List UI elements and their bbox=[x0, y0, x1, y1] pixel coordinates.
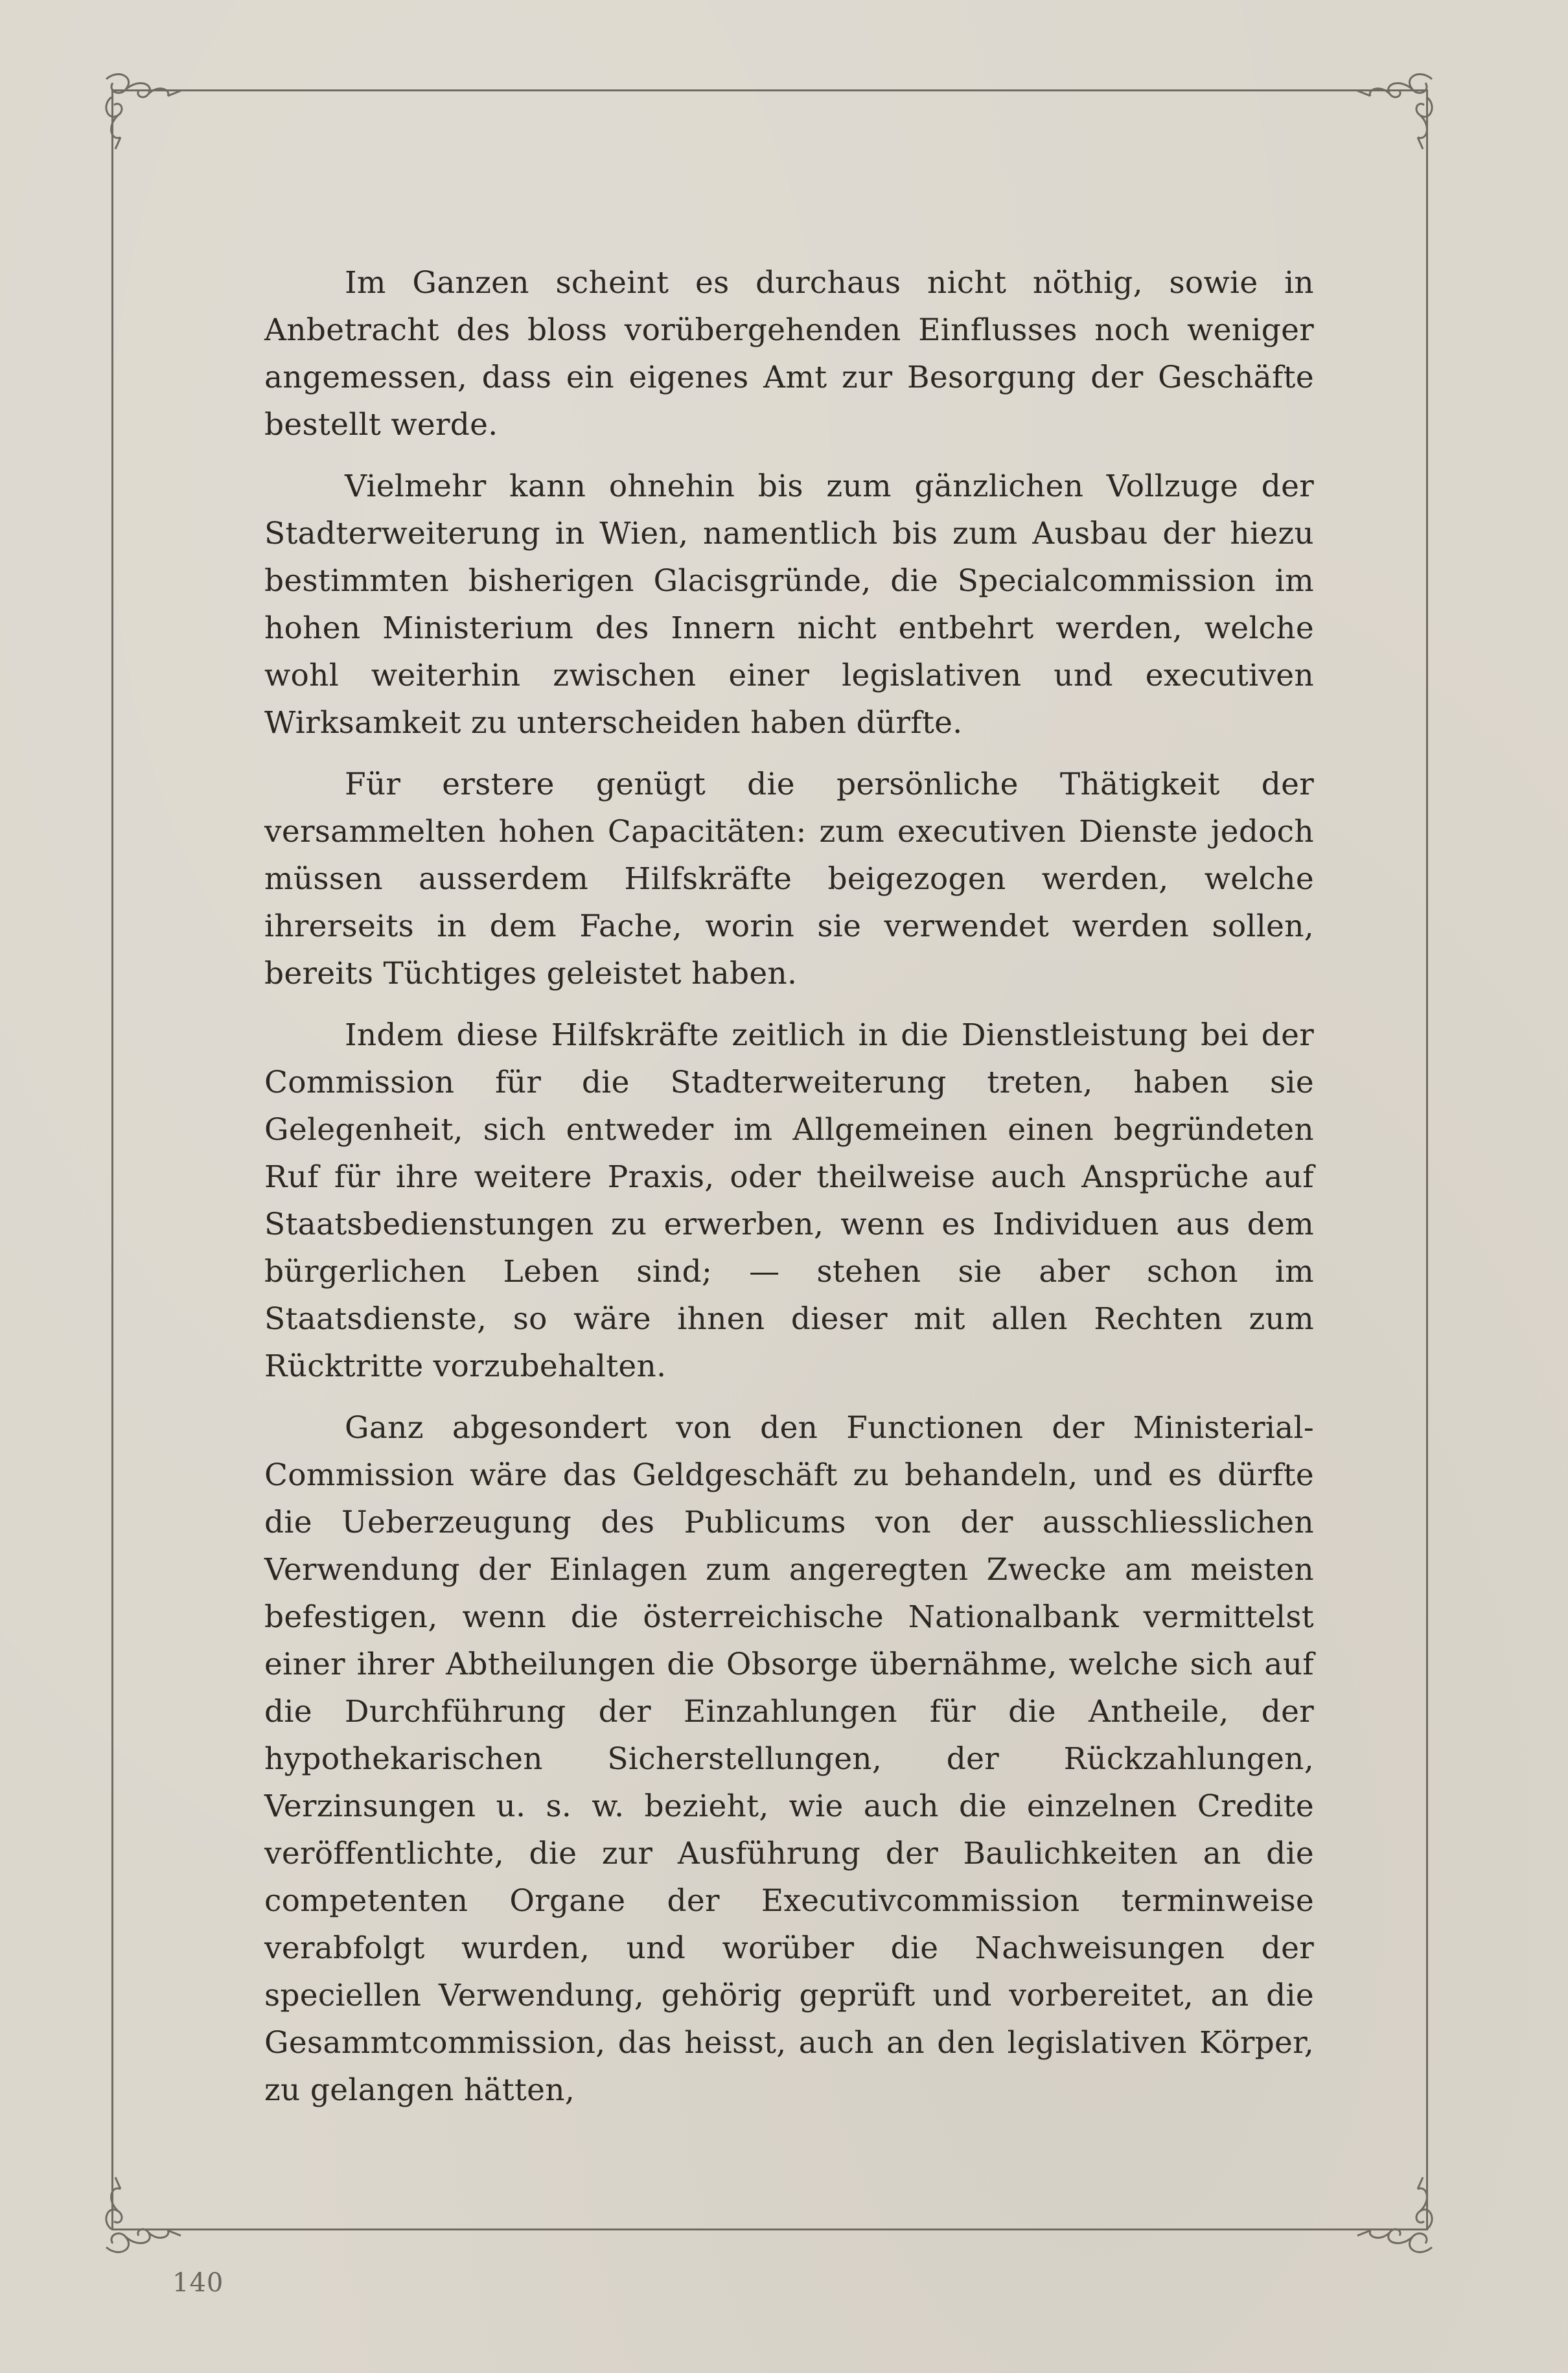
page-number: 140 bbox=[172, 2268, 224, 2298]
corner-ornament-top-left bbox=[93, 65, 216, 188]
corner-ornament-top-right bbox=[1322, 65, 1445, 188]
corner-ornament-bottom-right bbox=[1322, 2138, 1445, 2262]
paragraph: Indem diese Hilfskräfte zeitlich in die Dienstleistung bei der Commission für die Stadterweiterung treten, haben sie Gelegenheit, sich entweder im Allgemeinen einen begründeten Ruf für ihre weitere Praxis, oder theilweise auch Ansprüche auf Staatsbedienstungen zu erwerben, wenn es Individuen aus dem bürgerlichen Leben sind; — stehen sie aber schon im Staatsdienste, so wäre ihnen dieser mit allen Rechten zum Rücktritte vorzubehalten. bbox=[264, 1017, 1314, 1384]
body-text bbox=[264, 259, 1314, 2128]
flourish-icon bbox=[1322, 65, 1445, 188]
corner-ornament-bottom-left bbox=[93, 2138, 216, 2262]
paragraph: Für erstere genügt die persönliche Thätigkeit der versammelten hohen Capacitäten: zum executiven Dienste jedoch müssen ausserdem Hilfskräfte beigezogen werden, welche ihrerseits in dem Fache, worin sie verwendet werden sollen, bereits Tüchtiges geleistet haben. bbox=[264, 767, 1314, 991]
paragraph: Ganz abgesondert von den Functionen der Ministerial-Commission wäre das Geldgeschäft zu behandeln, und es dürfte die Ueberzeugung des Publicums von der ausschliesslichen Verwendung der Einlagen zum angeregten Zwecke am meisten befestigen, wenn die österreichische Nationalbank vermittelst einer ihrer Abtheilungen die Obsorge übernähme, welche sich auf die Durchführung der Einzahlungen für die Antheile, der hypothekarischen Sicherstellungen, der Rückzahlungen, Verzinsungen u. s. w. bezieht, wie auch die einzelnen Credite veröffentlichte, die zur Ausführung der Baulichkeiten an die competenten Organe der Executivcommission terminweise verabfolgt wurden, und worüber die Nachweisungen der speciellen Verwendung, gehörig geprüft und vorbereitet, an die Gesammtcommission, das heisst, auch an den legislativen Körper, zu gelangen hätten, bbox=[264, 1410, 1314, 2108]
flourish-icon bbox=[93, 2138, 216, 2262]
flourish-icon bbox=[1322, 2138, 1445, 2262]
paragraph: Im Ganzen scheint es durchaus nicht nöthig, sowie in Anbetracht des bloss vorübergehenden Einflusses noch weniger angemessen, dass ein eigenes Amt zur Besorgung der Geschäfte bestellt werde. bbox=[264, 265, 1314, 443]
flourish-icon bbox=[93, 65, 216, 188]
paragraph: Vielmehr kann ohnehin bis zum gänzlichen Vollzuge der Stadterweiterung in Wien, namentlich bis zum Ausbau der hiezu bestimmten bisherigen Glacisgründe, die Specialcommission im hohen Ministerium des Innern nicht entbehrt werden, welche wohl weiterhin zwischen einer legislativen und executiven Wirksamkeit zu unterscheiden haben dürfte. bbox=[264, 469, 1314, 741]
